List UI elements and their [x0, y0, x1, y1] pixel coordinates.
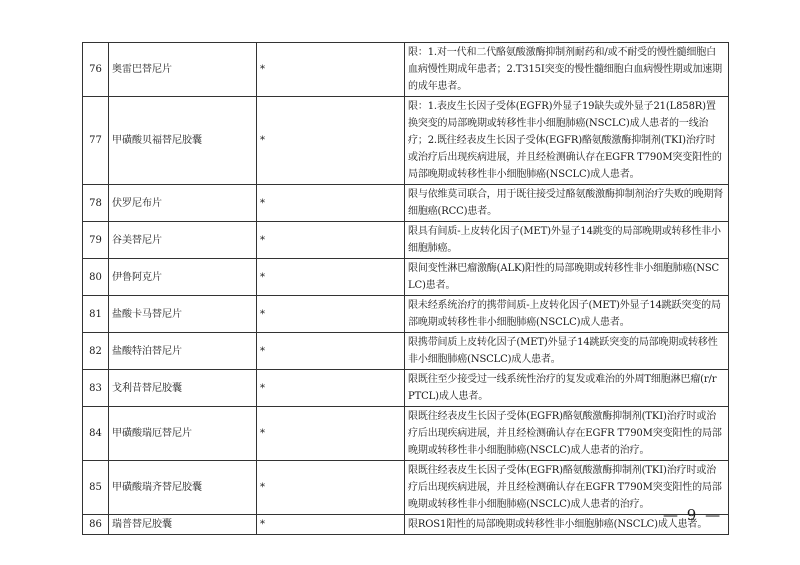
row-number: 84 [83, 407, 109, 461]
drug-restriction: 限携带间质上皮转化因子(MET)外显子14跳跃突变的局部晚期或转移性非小细胞肺癌(NSCLC)成人患者。 [405, 333, 729, 370]
drug-restriction: 限未经系统治疗的携带间质-上皮转化因子(MET)外显子14跳跃突变的局部晚期或转移性非小细胞肺癌(NSCLC)成人患者。 [405, 296, 729, 333]
drug-name: 甲磺酸瑞齐替尼胶囊 [109, 461, 257, 515]
drug-restriction: 限ROS1阳性的局部晚期或转移性非小细胞肺癌(NSCLC)成人患者。 [405, 515, 729, 535]
drug-mark: * [257, 185, 405, 222]
table-row [83, 97, 729, 185]
drug-name: 盐酸卡马替尼片 [109, 296, 257, 333]
drug-mark: * [257, 333, 405, 370]
drug-restriction: 限：1.对一代和二代酪氨酸激酶抑制剂耐药和/或不耐受的慢性髓细胞白血病慢性期成年患者；2.T315I突变的慢性髓细胞白血病慢性期或加速期的成年患者。 [405, 43, 729, 97]
row-number: 77 [83, 97, 109, 185]
drug-name: 谷美替尼片 [109, 222, 257, 259]
table-row [83, 222, 729, 259]
drug-restriction: 限既往经表皮生长因子受体(EGFR)酪氨酸激酶抑制剂(TKI)治疗时或治疗后出现疾病进展，并且经检测确认存在EGFR T790M突变阳性的局部晚期或转移性非小细胞肺癌(NSCLC)成人患者的治疗。 [405, 407, 729, 461]
page-number: — 9 — [663, 506, 723, 524]
drug-mark: * [257, 370, 405, 407]
row-number: 81 [83, 296, 109, 333]
drug-name: 奥雷巴替尼片 [109, 43, 257, 97]
drug-restriction: 限既往至少接受过一线系统性治疗的复发或难治的外周T细胞淋巴瘤(r/r PTCL)成人患者。 [405, 370, 729, 407]
row-number: 82 [83, 333, 109, 370]
drug-name: 甲磺酸贝福替尼胶囊 [109, 97, 257, 185]
table-row [83, 407, 729, 461]
drug-mark: * [257, 259, 405, 296]
drug-name: 戈利昔替尼胶囊 [109, 370, 257, 407]
drug-name: 盐酸特泊替尼片 [109, 333, 257, 370]
row-number: 79 [83, 222, 109, 259]
drug-mark: * [257, 97, 405, 185]
drug-restriction: 限间变性淋巴瘤激酶(ALK)阳性的局部晚期或转移性非小细胞肺癌(NSCLC)患者。 [405, 259, 729, 296]
drug-name: 甲磺酸瑞厄替尼片 [109, 407, 257, 461]
row-number: 78 [83, 185, 109, 222]
table-row [83, 515, 729, 535]
table-row [83, 296, 729, 333]
table-row [83, 370, 729, 407]
drug-restriction: 限与依维莫司联合，用于既往接受过酪氨酸激酶抑制剂治疗失败的晚期肾细胞癌(RCC)患者。 [405, 185, 729, 222]
drug-restriction: 限：1.表皮生长因子受体(EGFR)外显子19缺失或外显子21(L858R)置换突变的局部晚期或转移性非小细胞肺癌(NSCLC)成人患者的一线治疗；2.既往经表皮生长因子受体(EGFR)酪氨酸激酶抑制剂(TKI)治疗时或治疗后出现疾病进展，并且经检测确认存在EGFR T790M突变阳性的局部晚期或转移性非小细胞肺癌(NSCLC)成人患者。 [405, 97, 729, 185]
row-number: 83 [83, 370, 109, 407]
table-row [83, 185, 729, 222]
table-row [83, 259, 729, 296]
drug-name: 伊鲁阿克片 [109, 259, 257, 296]
drug-mark: * [257, 296, 405, 333]
table-row [83, 333, 729, 370]
drug-restriction: 限既往经表皮生长因子受体(EGFR)酪氨酸激酶抑制剂(TKI)治疗时或治疗后出现疾病进展，并且经检测确认存在EGFR T790M突变阳性的局部晚期或转移性非小细胞肺癌(NSCLC)成人患者的治疗。 [405, 461, 729, 515]
drug-name: 伏罗尼布片 [109, 185, 257, 222]
drug-mark: * [257, 515, 405, 535]
drug-restriction: 限具有间质-上皮转化因子(MET)外显子14跳变的局部晚期或转移性非小细胞肺癌。 [405, 222, 729, 259]
drug-mark: * [257, 461, 405, 515]
drug-mark: * [257, 222, 405, 259]
drug-mark: * [257, 407, 405, 461]
row-number: 86 [83, 515, 109, 535]
table-row [83, 43, 729, 97]
drug-name: 瑞普替尼胶囊 [109, 515, 257, 535]
drug-table [82, 42, 729, 535]
row-number: 80 [83, 259, 109, 296]
drug-mark: * [257, 43, 405, 97]
row-number: 85 [83, 461, 109, 515]
table-row [83, 461, 729, 515]
row-number: 76 [83, 43, 109, 97]
